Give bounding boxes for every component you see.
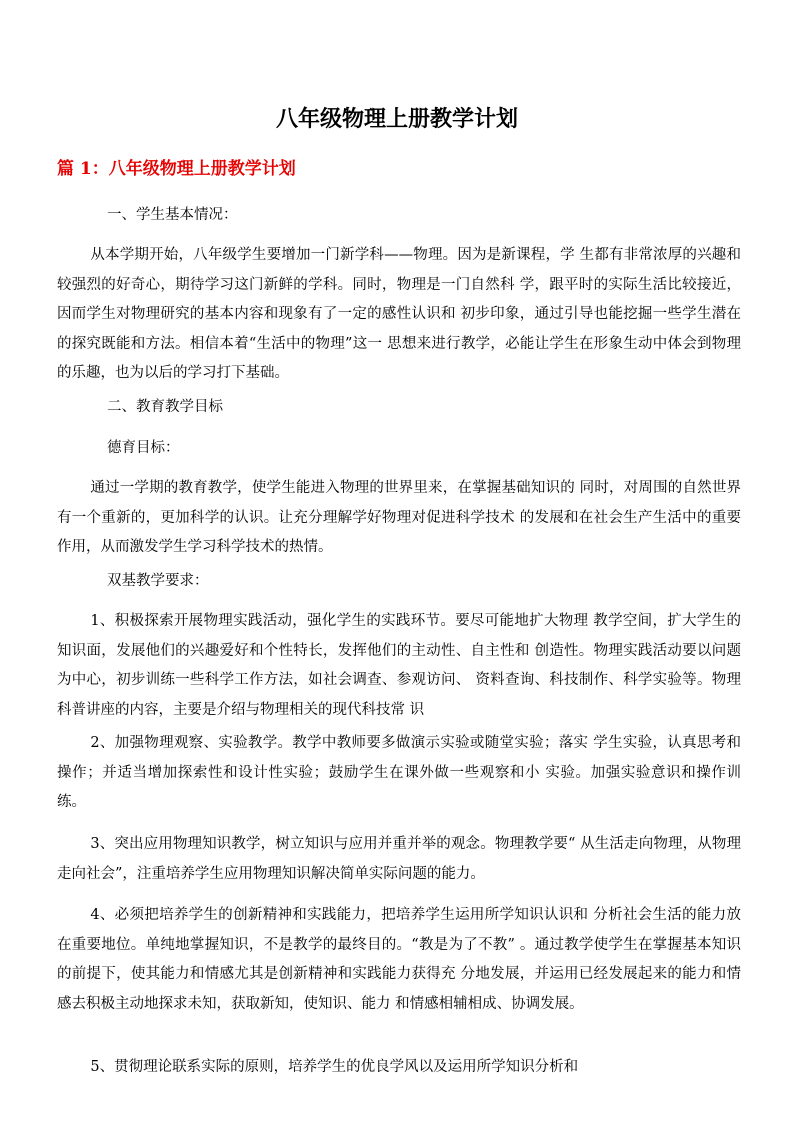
- heading-moral-goals: 德育目标：: [107, 440, 180, 456]
- paragraph-requirement-5: 5、贯彻理论联系实际的原则，培养学生的优良学风以及运用所学知识分析和: [90, 1059, 579, 1075]
- section-title: 篇 1：八年级物理上册教学计划: [57, 159, 296, 179]
- paragraph-requirement-4: 4、必须把培养学生的创新精神和实践能力，把培养学生运用所学知识认识和 分析社会生活的能力放在重要地位。单纯地掌握知识，不是教学的最终目的。“教是为了不教” 。通过教学使学生在掌握基本知识的前提下，使其能力和情感尤其是创新精神和实践能力获得充 分地发展，并运用已经发展起来的能力和情感去积极主动地探求未知，获取新知，使知识、能力 和情感相辅相成、协调发展。: [57, 907, 741, 1012]
- heading-student-situation: 一、学生基本情况：: [107, 207, 238, 223]
- paragraph-requirement-2: 2、加强物理观察、实验教学。教学中教师要多做演示实验或随堂实验；落实 学生实验，认真思考和操作；并适当增加探索性和设计性实验；鼓励学生在课外做一些观察和小 实验。加强实验意识和操作训练。: [57, 735, 741, 810]
- paragraph-moral-goals: 通过一学期的教育教学，使学生能进入物理的世界里来，在掌握基础知识的 同时，对周围的自然世界有一个重新的，更加科学的认识。让充分理解学好物理对促进科学技术 的发展和在社会生产生活中的重要作用，从而激发学生学习科学技术的热情。: [57, 480, 741, 555]
- paragraph-student-situation: 从本学期开始，八年级学生要增加一门新学科——物理。因为是新课程，学 生都有非常浓厚的兴趣和较强烈的好奇心，期待学习这门新鲜的学科。同时，物理是一门自然科 学，跟平时的实际生活比较接近，因而学生对物理研究的基本内容和现象有了一定的感性认识和 初步印象，通过引导也能挖掘一些学生潜在的探究既能和方法。相信本着“生活中的物理”这一 思想来进行教学，必能让学生在形象生动中体会到物理的乐趣，也为以后的学习打下基础。: [57, 247, 741, 381]
- paragraph-requirement-3: 3、突出应用物理知识教学，树立知识与应用并重并举的观念。物理教学要“ 从生活走向物理，从物理走向社会”，注重培养学生应用物理知识解决简单实际问题的能力。: [57, 836, 741, 882]
- heading-basic-requirements: 双基教学要求：: [107, 573, 209, 589]
- paragraph-requirement-1: 1、积极探索开展物理实践活动，强化学生的实践环节。要尽可能地扩大物理 教学空间，扩大学生的知识面，发展他们的兴趣爱好和个性特长，发挥他们的主动性、自主性和 创造性。物理实践活动要以问题为中心，初步训练一些科学工作方法，如社会调查、参观访问、 资料查询、科技制作、科学实验等。物理科普讲座的内容，主要是介绍与物理相关的现代科技常 识: [57, 613, 741, 718]
- heading-teaching-goals: 二、教育教学目标: [107, 399, 223, 415]
- document-title: 八年级物理上册教学计划: [275, 106, 518, 132]
